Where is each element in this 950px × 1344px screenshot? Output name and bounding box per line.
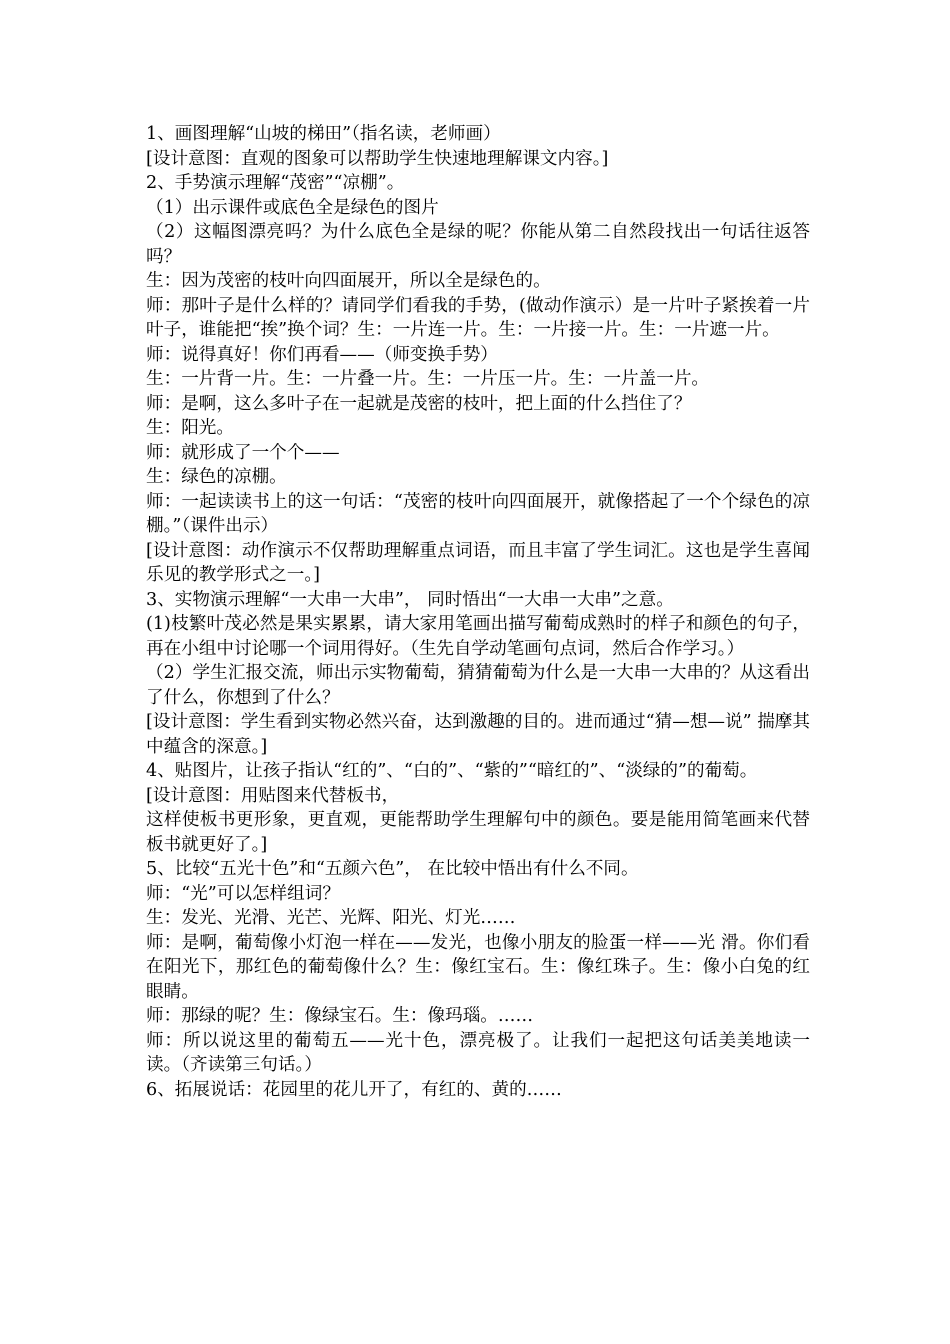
paragraph: 师：说得真好！你们再看——（师变换手势） bbox=[146, 344, 498, 365]
paragraph: (1)枝繁叶茂必然是果实累累，请大家用笔画出描写葡萄成熟时的样子和颜色的句子，再在小组中讨论哪一个词用得好。（生先自学动笔画句点词，然后合作学习。） bbox=[146, 614, 810, 659]
paragraph: 2、手势演示理解“茂密”“凉棚”。 bbox=[146, 173, 405, 193]
paragraph: [设计意图：动作演示不仅帮助理解重点词语，而且丰富了学生词汇。这也是学生喜闻乐见的教学形式之一。] bbox=[146, 540, 810, 585]
paragraph: 4、贴图片，让孩子指认“红的”、“白的”、“紫的”“暗红的”、“淡绿的”的葡萄。 bbox=[146, 761, 758, 781]
paragraph: 生：一片背一片。生：一片叠一片。生：一片压一片。生：一片盖一片。 bbox=[146, 369, 710, 389]
paragraph: 5、比较“五光十色”和“五颜六色”， 在比较中悟出有什么不同。 bbox=[146, 859, 639, 879]
paragraph: （2）这幅图漂亮吗？为什么底色全是绿的呢？你能从第二自然段找出一句话往返答吗？ bbox=[146, 222, 810, 267]
paragraph: 1、画图理解“山坡的梯田”（指名读，老师画） bbox=[146, 124, 501, 144]
paragraph: [设计意图：学生看到实物必然兴奋，达到激趣的目的。进而通过“猜—想—说” 揣摩其中蕴含的深意。] bbox=[146, 712, 810, 757]
paragraph: 6、拓展说话：花园里的花儿开了，有红的、黄的…… bbox=[146, 1079, 562, 1100]
paragraph: 师：是啊，这么多叶子在一起就是茂密的枝叶，把上面的什么挡住了？ bbox=[146, 393, 692, 414]
paragraph: 师：那绿的呢？生：像绿宝石。生：像玛瑙。…… bbox=[146, 1006, 534, 1026]
paragraph: 师：那叶子是什么样的？请同学们看我的手势，(做动作演示）是一片叶子紧挨着一片叶子，谁能把“挨”换个词？生：一片连一片。生：一片接一片。生：一片遮一片。 bbox=[146, 295, 810, 340]
paragraph: 这样使板书更形象，更直观，更能帮助学生理解句中的颜色。要是能用简笔画来代替板书就更好了。] bbox=[146, 810, 810, 855]
paragraph: （2）学生汇报交流，师出示实物葡萄，猜猜葡萄为什么是一大串一大串的？从这看出了什么，你想到了什么？ bbox=[146, 663, 810, 708]
paragraph: 师：“光”可以怎样组词？ bbox=[146, 883, 340, 904]
paragraph: 生：发光、光滑、光芒、光辉、阳光、灯光…… bbox=[146, 908, 516, 928]
paragraph: 生：阳光。 bbox=[146, 418, 234, 438]
paragraph: 师：一起读读书上的这一句话：“茂密的枝叶向四面展开，就像搭起了一个个绿色的凉棚。”（课件出示） bbox=[146, 491, 810, 536]
document-body bbox=[146, 122, 810, 1102]
paragraph: （1）出示课件或底色全是绿色的图片 bbox=[146, 197, 439, 218]
paragraph: 3、实物演示理解“一大串一大串”， 同时悟出“一大串一大串”之意。 bbox=[146, 589, 674, 610]
paragraph: [设计意图：用贴图来代替板书， bbox=[146, 785, 400, 806]
paragraph: 生：绿色的凉棚。 bbox=[146, 467, 287, 487]
paragraph: 师：是啊，葡萄像小灯泡一样在——发光，也像小朋友的脸蛋一样——光 滑。你们看在阳光下，那红色的葡萄像什么？生：像红宝石。生：像红珠子。生：像小白兔的红眼睛。 bbox=[146, 932, 810, 1002]
paragraph: 生：因为茂密的枝叶向四面展开，所以全是绿色的。 bbox=[146, 271, 551, 291]
paragraph: [设计意图：直观的图象可以帮助学生快速地理解课文内容。] bbox=[146, 148, 609, 169]
paragraph: 师：就形成了一个个—— bbox=[146, 442, 340, 463]
paragraph: 师：所以说这里的葡萄五——光十色，漂亮极了。让我们一起把这句话美美地读一读。（齐读第三句话。） bbox=[146, 1030, 810, 1075]
